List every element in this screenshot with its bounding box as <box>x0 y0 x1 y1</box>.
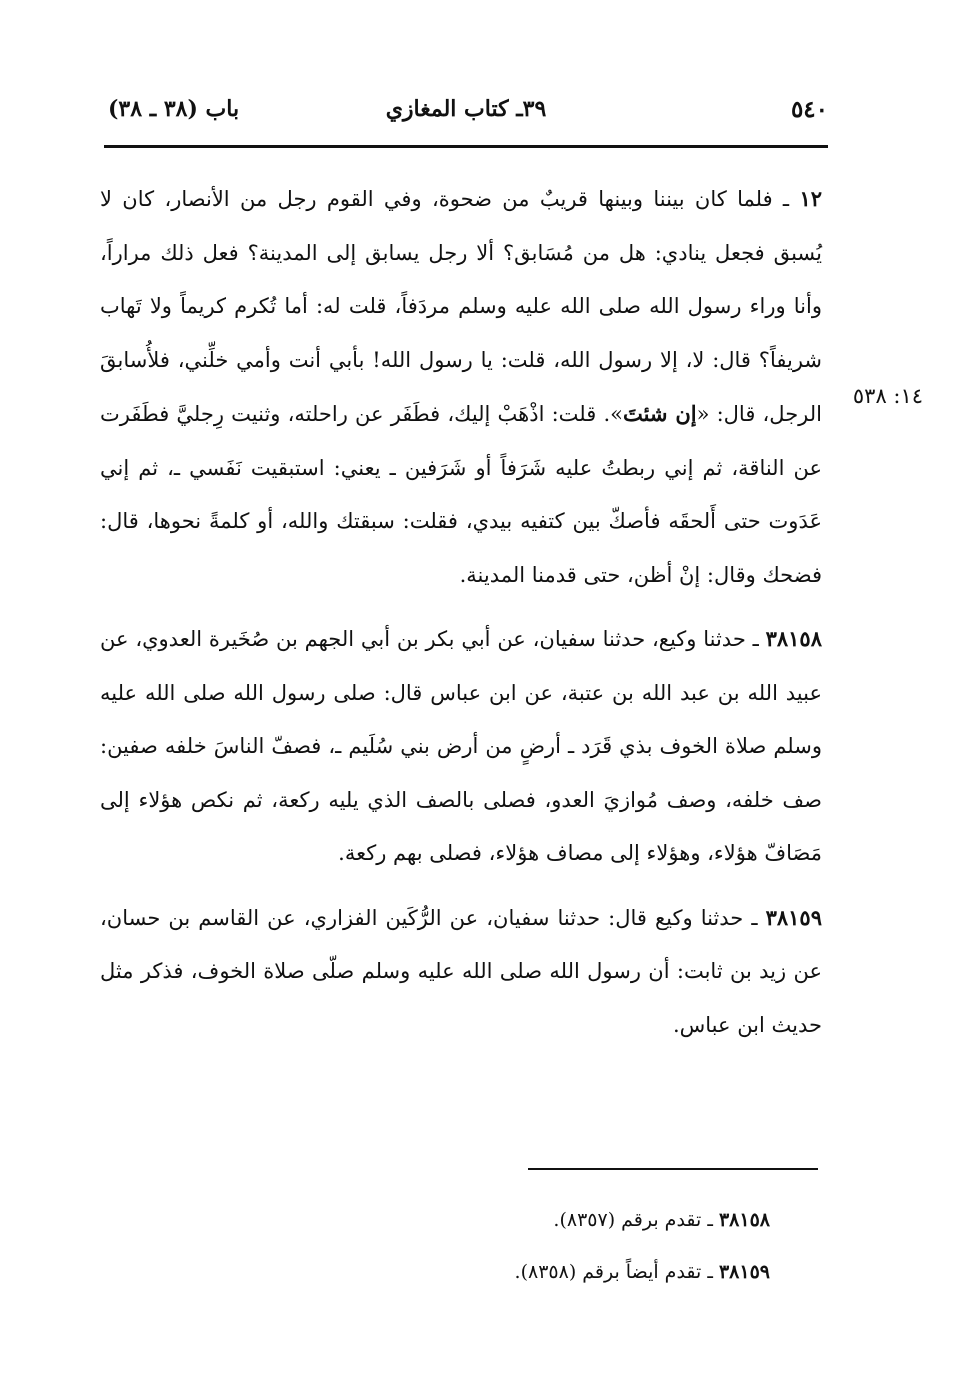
hadith-paragraph <box>100 612 822 881</box>
book-title: ٣٩ـ كتاب المغازي <box>385 96 547 122</box>
hadith-paragraph <box>100 891 822 1053</box>
paragraph-number: ١٢ <box>799 186 822 211</box>
footnote-number: ٣٨١٥٨ <box>718 1209 770 1231</box>
footnote-text: ـ تقدم برقم (٨٣٥٧). <box>553 1209 713 1231</box>
footnote <box>350 1246 770 1298</box>
footnote <box>350 1194 770 1246</box>
footnotes <box>350 1194 770 1298</box>
chapter-label: باب (٣٨ ـ ٣٨) <box>108 96 240 122</box>
paragraph-text: ـ فلما كان بيننا وبينها قريبٌ من ضحوة، وفي القوم رجل من الأنصار، كان لا يُسبق فجعل ينادي: هل من مُسَابق؟ ألا رجل يسابق إلى المدينة؟ فعل ذلك مراراً، وأنا وراء رسول الله صلى الله عليه وسلم مردَفاً، قلت له: أما تُكرم كريماً ولا تَهاب شريفاً؟ قال: لا، إلا رسول الله، قلت: يا رسول الله! بأبي أنت وأمي خلِّني، فلأُسابقَ الرجل، قال: « <box>100 187 823 426</box>
main-text <box>100 172 822 1052</box>
footnote-separator <box>528 1168 818 1170</box>
hadith-text: ـ حدثنا وكيع قال: حدثنا سفيان، عن الرُّكَين الفزاري، عن القاسم بن حسان، عن زيد بن ثابت: أن رسول الله صلى الله عليه وسلم صلّى صلاة الخوف، فذكر مثل حديث ابن عباس. <box>100 905 822 1037</box>
footnote-text: ـ تقدم أيضاً برقم (٨٣٥٨). <box>514 1261 713 1283</box>
hadith-paragraph <box>100 172 822 602</box>
footnote-number: ٣٨١٥٩ <box>718 1261 770 1283</box>
header-rule <box>104 145 828 148</box>
margin-reference: ١٤: ٥٣٨ <box>852 384 924 408</box>
page-number: ٥٤٠ <box>790 96 828 123</box>
hadith-number: ٣٨١٥٨ <box>765 626 822 651</box>
quoted-speech: إن شئتَ <box>622 401 697 426</box>
hadith-number: ٣٨١٥٩ <box>765 904 822 930</box>
hadith-text: ـ حدثنا وكيع، حدثنا سفيان، عن أبي بكر بن أبي الجهم بن صُخَيرة العدوي، عن عبيد الله بن عبد الله بن عتبة، عن ابن عباس قال: صلى رسول الله صلى الله عليه وسلم صلاة الخوف بذي قَرَد ـ أرضٍ من أرض بني سُلَيم ـ، فصفّ الناسَ خلفه صفين: صف خلفه، وصف مُوازيَ العدو، فصلى بالصف الذي يليه ركعة، ثم نكص هؤلاء إلى مَصَافّ هؤلاء، وهؤلاء إلى مصاف هؤلاء، فصلى بهم ركعة. <box>100 627 822 865</box>
paragraph-text: ». قلت: اذْهَبْ إليك، فطَفَر عن راحلته، وثنيت رِجليَّ فطَفَرت عن الناقة، ثم إني ربطتُ عليه شَرَفاً أو شَرَفين ـ يعني: استبقيت نَفَسي ـ، ثم إني عَدَوت حتى أَلحقَه فأصكّ بين كتفيه بيدي، فقلت: سبقتك والله، أو كلمةً نحوها، قال: فضحك وقال: إنْ أظن، حتى قدمنا المدينة. <box>100 402 822 587</box>
running-header <box>104 92 828 132</box>
